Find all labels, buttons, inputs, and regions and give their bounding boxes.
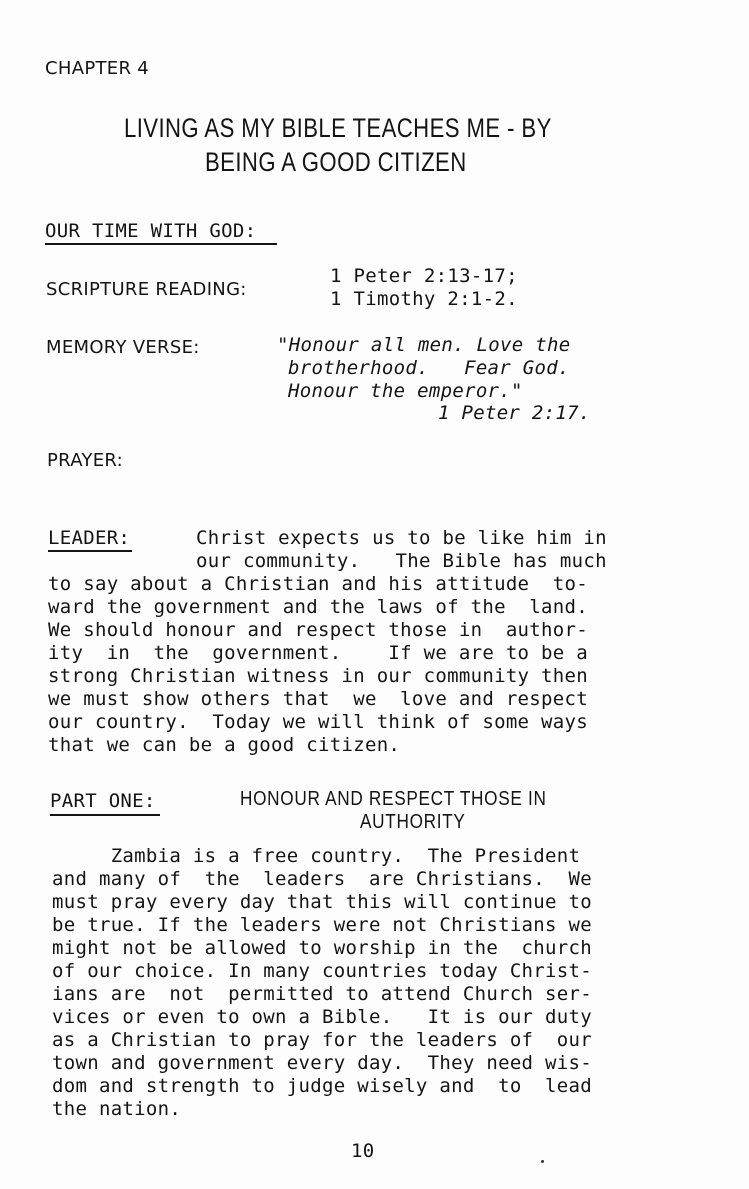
part-one-line-4: be true. If the leaders were not Christians we [52,914,592,936]
part-one-label: PART ONE: [50,790,156,812]
leader-label: LEADER: [48,527,131,549]
leader-line-3: to say about a Christian and his attitude to- [48,573,588,595]
page-number: 10 [351,1140,375,1162]
memory-verse-line-3: Honour the emperor." [288,380,523,402]
part-one-line-5: might not be allowed to worship in the church [52,937,592,959]
prayer-label: PRAYER: [47,450,124,471]
part-one-line-1: Zambia is a free country. The President [52,845,581,867]
part-one-line-2: and many of the leaders are Christians. We [52,868,592,890]
part-one-line-10: town and government every day. They need wis- [52,1052,592,1074]
part-one-line-3: must pray every day that this will continue to [52,891,592,913]
part-one-line-6: of our choice. In many countries today Christ- [52,960,592,982]
scripture-ref-1: 1 Peter 2:13-17; [330,265,518,287]
leader-line-7: strong Christian witness in our community then [48,665,588,687]
chapter-label: CHAPTER 4 [45,58,150,79]
memory-verse-line-1: "Honour all men. Love the [277,334,571,356]
leader-line-8: we must show others that we love and respect [48,688,588,710]
chapter-title-line1: LIVING AS MY BIBLE TEACHES ME - BY [124,113,552,143]
leader-line-2: our community. The Bible has much [196,550,607,572]
scripture-ref-2: 1 Timothy 2:1-2. [330,288,518,310]
leader-line-5: We should honour and respect those in author- [48,619,588,641]
chapter-title-line2: BEING A GOOD CITIZEN [205,147,467,177]
part-one-line-12: the nation. [52,1098,182,1120]
time-with-god-label: OUR TIME WITH GOD [45,220,245,242]
part-one-line-9: as a Christian to pray for the leaders of our [52,1029,592,1051]
part-one-line-7: ians are not permitted to attend Church ser- [52,983,592,1005]
memory-verse-line-2: brotherhood. Fear God. [288,357,570,379]
part-one-line-8: vices or even to own a Bible. It is our duty [52,1006,592,1028]
memory-verse-reference: 1 Peter 2:17. [438,402,591,424]
memory-verse-label: MEMORY VERSE: [46,337,200,358]
leader-line-1: Christ expects us to be like him in [196,527,607,549]
part-one-heading-line1: HONOUR AND RESPECT THOSE IN [240,788,547,810]
part-one-line-11: dom and strength to judge wisely and to lead [52,1075,592,1097]
leader-line-10: that we can be a good citizen. [48,734,401,756]
time-with-god-underline [45,243,277,245]
time-with-god-colon: : [244,220,257,242]
leader-line-4: ward the government and the laws of the land. [48,596,588,618]
part-one-heading-line2: AUTHORITY [360,811,466,833]
part-one-underline [50,814,160,816]
leader-underline [48,550,132,552]
time-with-god-heading [45,220,256,243]
leader-line-6: ity in the government. If we are to be a [48,642,588,664]
scripture-label: SCRIPTURE READING: [46,279,247,300]
scan-speck [541,1160,544,1163]
leader-line-9: our country. Today we will think of some ways [48,711,588,733]
